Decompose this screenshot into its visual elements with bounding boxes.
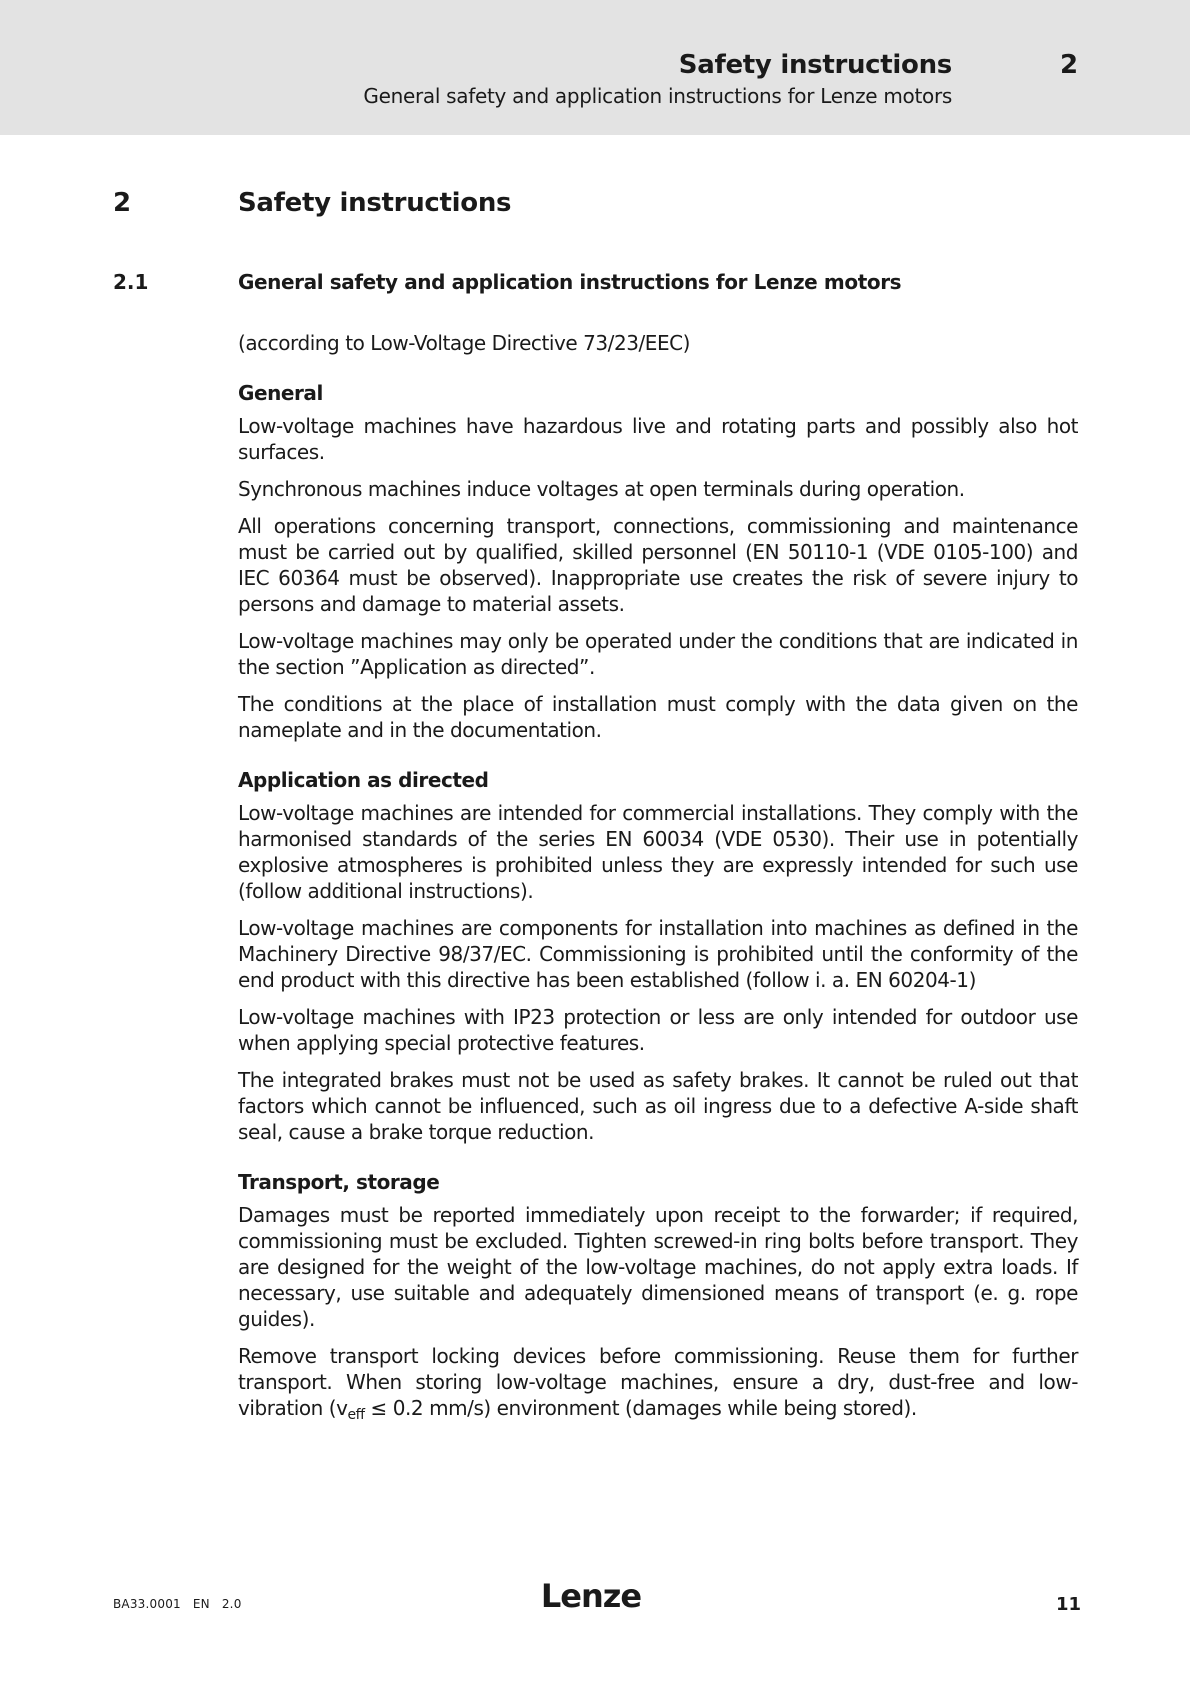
general-paragraph: Low-voltage machines have hazardous live and rotating parts and possibly also hot surfaces. [238,414,1078,464]
transport-paragraph [238,1343,1078,1421]
body-content [238,330,1078,1432]
general-paragraph: All operations concerning transport, connections, commissioning and maintenance must be carried out by qualified, skilled personnel (EN 50110-1 (VDE 0105-100) and IEC 60364 must be observed). Inappropriate use creates the risk of severe injury to persons and damage to material assets. [238,514,1078,616]
general-heading: General [238,381,323,405]
page-header [0,0,1190,135]
application-paragraph: Low-voltage machines are components for installation into machines as defined in the Machinery Directive 98/37/EC. Commissioning is prohibited until the conformity of the end product with this directive has been established (follow i. a. EN 60204-1) [238,916,1078,992]
general-paragraph: Synchronous machines induce voltages at open terminals during operation. [238,477,965,501]
subsection-number: 2.1 [113,270,149,294]
general-paragraph: Low-voltage machines may only be operated under the conditions that are indicated in the section ”Application as directed”. [238,629,1078,679]
general-paragraph: The conditions at the place of installation must comply with the data given on the nameplate and in the documentation. [238,692,1078,742]
directive-note: (according to Low-Voltage Directive 73/23/EEC) [238,331,691,355]
application-heading: Application as directed [238,768,489,792]
header-title: Safety instructions [678,50,952,80]
subscript-eff: eff [347,1407,365,1423]
doc-language: EN [192,1597,210,1611]
footer-document-id [113,1597,254,1611]
lenze-logo: Lenze [540,1577,642,1615]
page-number: 11 [1056,1594,1082,1615]
application-paragraph: Low-voltage machines are intended for commercial installations. They comply with the harmonised standards of the series EN 60034 (VDE 0530). Their use in potentially explosive atmospheres is prohibited unless they are expressly intended for such use (follow additional instructions). [238,801,1078,903]
transport-text-end: ≤ 0.2 mm/s) environment (damages while being stored). [364,1396,917,1420]
doc-version: 2.0 [221,1597,242,1611]
transport-heading: Transport, storage [238,1170,440,1194]
application-paragraph: Low-voltage machines with IP23 protection or less are only intended for outdoor use when applying special protective features. [238,1005,1078,1055]
section-number: 2 [113,188,132,218]
transport-text-start: Remove transport locking devices before commissioning. Reuse them for further transport. When storing low-voltage machines, ensure a dry, dust-free and low-vibration (v [238,1344,1078,1420]
section-title: Safety instructions [238,188,512,218]
transport-paragraph: Damages must be reported immediately upon receipt to the forwarder; if required, commissioning must be excluded. Tighten screwed-in ring bolts before transport. They are designed for the weight of the low-voltage machines, do not apply extra loads. If necessary, use suitable and adequately dimensioned means of transport (e. g. rope guides). [238,1203,1078,1331]
header-subtitle: General safety and application instructions for Lenze motors [363,84,952,108]
header-chapter-number: 2 [1060,50,1079,80]
subsection-title: General safety and application instructions for Lenze motors [238,270,902,294]
doc-id: BA33.0001 [113,1597,181,1611]
application-paragraph: The integrated brakes must not be used as safety brakes. It cannot be ruled out that factors which cannot be influenced, such as oil ingress due to a defective A-side shaft seal, cause a brake torque reduction. [238,1068,1078,1144]
